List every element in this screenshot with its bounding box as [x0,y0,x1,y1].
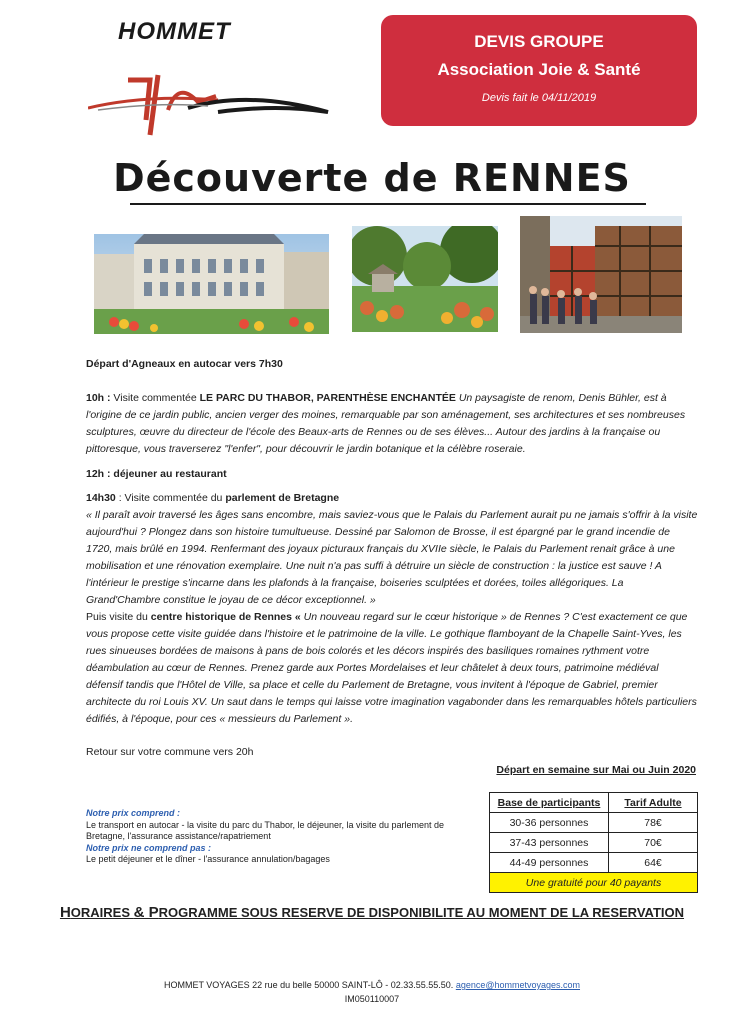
participants-cell: 30-36 personnes [490,813,609,833]
devis-client: Association Joie & Santé [437,60,641,79]
table-row [490,853,698,873]
retour-line [86,744,698,761]
price-cell: 78€ [609,813,698,833]
depart-semaine: Départ en semaine sur Mai ou Juin 2020 [496,764,696,776]
reserve-p: P [144,904,159,921]
comprend-text: Le transport en autocar - la visite du parc du Thabor, le déjeuner, la visite du parlement de Bretagne, l'assurance assistance/rapatriement [86,819,445,841]
thabor-garden-photo [352,226,498,332]
price-cell: 64€ [609,853,698,873]
footer-address: HOMMET VOYAGES 22 rue du belle 50000 SAINT-LÔ - 02.33.55.55.50. [163,980,454,990]
title-underline [130,203,646,205]
rates-header-row [490,793,698,813]
reserve-horaires: ORAIRES [70,905,134,920]
visit2-pre: : Visite commentée du [115,492,226,504]
gratuite-cell: Une gratuité pour 40 payants [490,873,698,893]
comprend-heading: Notre prix comprend : [86,808,181,818]
participants-cell: 44-49 personnes [490,853,609,873]
parlement-photo [94,234,329,334]
lunch-text: 12h : déjeuner au restaurant [86,468,227,480]
visit1-place: LE PARC DU THABOR, PARENTHÈSE ENCHANTÉE [199,392,456,404]
logo-brand: HOMMET [118,18,231,45]
visit-thabor [86,390,698,458]
footer-email[interactable]: agence@hommetvoyages.com [455,980,581,990]
lunch-line [86,466,698,483]
reserve-notice [0,904,744,921]
visit3-pre: Puis visite du [86,611,151,623]
visit3-place: centre historique de Rennes « [150,611,301,623]
visit-parlement [86,490,698,728]
reserve-h: H [59,904,71,921]
visit1-time: 10h : [86,392,111,404]
hommet-logo [88,14,338,134]
table-row [490,813,698,833]
visit2-desc: « Il paraît avoir traversé les âges sans encombre, mais saviez-vous que le Palais du Parlement aurait pu ne jamais s'offrir à la visite aujourd'hui ? Plongez dans son histoire tumultueuse. Dessiné par Salomon de Brosse, il est épargné par le grand incendie de 1720, mais brûlé en 1994. Renfermant des joyaux picturaux français du XVIIe siècle, le Palais du Parlement renait grâce à une mobilisation et une rénovation exemplaire. Une nuit n'a pas suffi à détruire un siècle de construction : la justice est sauve ! A l'intérieur le prestige s'incarne dans les plafonds à la française, boiseries sculptées et dorées, toiles allégoriques. La Grand'Chambre constitue le joyau de ce décor exceptionnel. » [86,509,698,606]
participants-cell: 37-43 personnes [490,833,609,853]
visit1-desc: Un paysagiste de renom, Denis Bühler, est à l'origine de ce jardin public, ancien verger des moines, remarquable par son aménagement, ses architectures et ses nombreuses sculptures, œuvre du directeur de l'école des Beaux-arts de Rennes ou de ses élèves... Autour des jardins à la française ou pittoresque, vous traverserez "l'enfer", pour découvrir le jardin botanique et la célèbre roseraie. [86,392,686,455]
depart-text: Départ d'Agneaux en autocar vers 7h30 [86,358,283,370]
reserve-amp: & [133,904,145,921]
retour-text: Retour sur votre commune vers 20h [86,746,254,758]
footer-im: IM050110007 [344,994,400,1004]
table-row [490,833,698,853]
price-notes [86,808,476,866]
devis-title: DEVIS GROUPE [474,32,604,51]
rennes-old-town-photo [520,216,682,333]
visit3-desc: Un nouveau regard sur le cœur historique » de Rennes ? C'est exactement ce que vous propose cette visite guidée dans l'histoire et le patrimoine de la ville. Le gothique flamboyant de la Chapelle Saint-Yves, les rues sinueuses bordées de maisons à pans de bois colorés et les décors inspirés des basiliques romaines rythment votre déambulation au cœur de Rennes. Prenez garde aux Portes Mordelaises et leur châtelet à deux tours, patrimoine médiéval défensif tandis que l'Hôtel de Ville, sa place et celle du Parlement de Bretagne, vous invitent à l'époque de Gabriel, premier architecte du roi Louis XV. Un saut dans le temps qui laisse votre imagination vagabonder dans les remarquables hôtels particuliers édifiés, à l'époque, pour ces « messieurs du Parlement ». [86,611,697,725]
visit1-pre: Visite commentée [110,392,200,404]
visit2-place: parlement de Bretagne [225,492,340,504]
page-title: Découverte de RENNES [113,156,631,200]
footer [0,978,744,1006]
reserve-rest: ROGRAMME SOUS RESERVE DE DISPONIBILITE AU MOMENT DE LA RESERVATION [158,905,685,920]
rates-table [489,792,698,893]
ne-comprend-text: Le petit déjeuner et le dîner - l'assurance annulation/bagages [86,854,330,864]
logo-swoosh-icon [88,50,338,140]
depart-line [86,356,698,373]
devis-box [381,15,697,126]
header-participants: Base de participants [490,793,609,813]
visit2-time: 14h30 [86,492,116,504]
header-tarif: Tarif Adulte [609,793,698,813]
devis-date: Devis fait le 04/11/2019 [481,92,597,104]
gratuite-row [490,873,698,893]
price-cell: 70€ [609,833,698,853]
ne-comprend-heading: Notre prix ne comprend pas : [86,842,212,853]
